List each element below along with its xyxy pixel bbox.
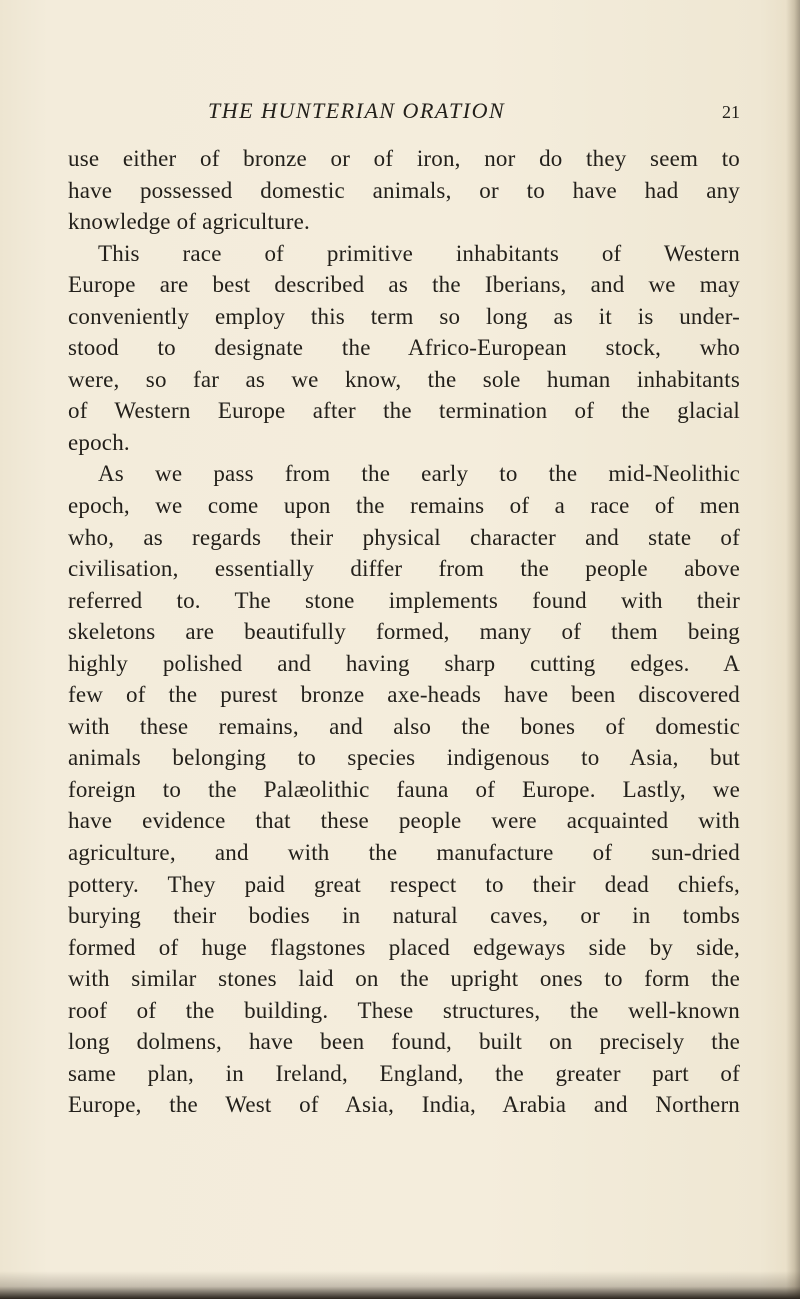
text-line: knowledge of agriculture. [68, 209, 310, 235]
text-line: Europe, the West of Asia, India, Arabia and Northern [68, 1092, 740, 1118]
text-line: use either of bronze or of iron, nor do they seem to [68, 146, 740, 171]
text-line: with similar stones laid on the upright ones to form the [68, 966, 740, 992]
text-line: with these remains, and also the bones of domestic [68, 713, 740, 739]
text-line: referred to. The stone implements found with their [68, 587, 740, 613]
text-line: formed of huge flagstones placed edgeways side by side, [68, 934, 740, 960]
text-line: agriculture, and with the manufacture of sun-dried [68, 840, 740, 866]
text-line: highly polished and having sharp cutting edges. A [68, 650, 740, 676]
text-line: civilisation, essentially differ from the people above [68, 556, 740, 582]
text-line: conveniently employ this term so long as it is under- [68, 303, 740, 329]
text-line: epoch, we come upon the remains of a race of men [68, 493, 740, 519]
text-line: of Western Europe after the termination of the glacial [68, 398, 740, 424]
text-line: As we pass from the early to the mid-Neolithic [98, 461, 740, 487]
text-line: were, so far as we know, the sole human inhabitants [68, 366, 740, 392]
text-line: Europe are best described as the Iberians, and we may [68, 272, 740, 298]
text-line: This race of primitive inhabitants of Western [98, 240, 740, 266]
text-line: skeletons are beautifully formed, many of them being [68, 619, 740, 645]
running-head [68, 96, 740, 126]
page-number: 21 [722, 102, 740, 122]
text-line: long dolmens, have been found, built on precisely the [68, 1029, 740, 1055]
text-line: few of the purest bronze axe-heads have been discovered [68, 682, 740, 708]
text-line: roof of the building. These structures, the well-known [68, 997, 740, 1023]
text-line: animals belonging to species indigenous to Asia, but [68, 745, 740, 771]
text-line: same plan, in Ireland, England, the greater part of [68, 1060, 740, 1086]
text-line: have possessed domestic animals, or to have had any [68, 177, 740, 203]
page-edge-shadow [786, 0, 800, 1299]
text-line: who, as regards their physical character and state of [68, 524, 740, 550]
text-line: epoch. [68, 429, 130, 455]
running-title: THE HUNTERIAN ORATION [208, 98, 506, 123]
page-bottom-shadow [0, 1271, 800, 1299]
text-line: have evidence that these people were acquainted with [68, 808, 740, 834]
text-line: stood to designate the Africo-European stock, who [68, 335, 740, 361]
text-line: pottery. They paid great respect to their dead chiefs, [68, 871, 740, 897]
body-text [68, 143, 740, 1121]
text-line: foreign to the Palæolithic fauna of Europe. Lastly, we [68, 776, 740, 802]
text-line: burying their bodies in natural caves, or in tombs [68, 903, 740, 929]
